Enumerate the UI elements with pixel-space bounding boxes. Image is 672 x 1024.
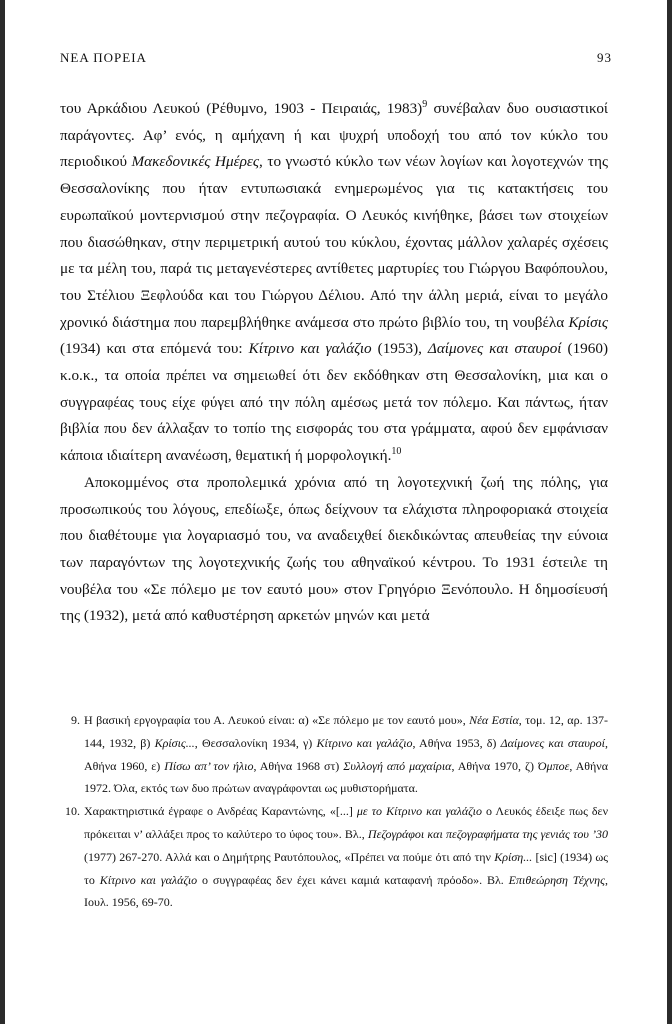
footnote xyxy=(60,800,608,914)
text-run: , Θεσσαλονίκη 1934, γ) xyxy=(194,735,317,750)
text-run: Αποκομμένος στα προπολεμικά χρόνια από τη λογοτεχνική ζωή της πόλης, για προσωπικούς του λόγους, επεδίωξε, όπως δείχνουν τα ελάχιστα πληροφοριακά στοιχεία που διαθέτουμε για λογαριασμό του, να αναδειχθεί διεκδικώντας απευθείας την εύνοια των παραγόντων της λογοτεχνικής ζωής του αθηναϊκού κέντρου. Το 1931 έστειλε τη νουβέλα του «Σε πόλεμο με τον εαυτό μου» στον Γρηγόριο Ξενόπουλο. Η δημοσίευσή της (1932), μετά από καθυστέρηση αρκετών μηνών και μετά xyxy=(60,473,608,625)
footnote-ref: 9 xyxy=(422,98,428,110)
journal-title: ΝΕΑ ΠΟΡΕΙΑ xyxy=(60,50,147,65)
text-run: Η βασική εργογραφία του Α. Λευκού είναι: α) «Σε πόλεμο με τον εαυτό μου», xyxy=(84,713,470,727)
text-run: ο Λευκός έδειξε πως δεν πρόκειται ν’ αλλάξει προς το καλύτερο το ύφος του». Βλ., xyxy=(84,804,608,841)
italic-title: Κίτρινο και γαλάζιο xyxy=(316,735,413,750)
italic-title: Κρίσις... xyxy=(154,735,195,750)
text-run: Χαρακτηριστικά έγραφε ο Ανδρέας Καραντώνης, «[...] xyxy=(84,804,357,819)
text-run: , Αθήνα 1972. Όλα, εκτός των δυο πρώτων αναγράφονται ως μυθιστορήματα. xyxy=(84,758,608,796)
italic-title: Κρίση... xyxy=(494,849,533,864)
italic-title: Όμποε xyxy=(537,758,570,773)
text-run: [sic] (1934) ως το xyxy=(84,849,609,887)
italic-title: με το Κίτρινο και γαλάζιο xyxy=(356,804,482,819)
page-number: 93 xyxy=(597,50,612,65)
italic-title: Συλλογή από μαχαίρια xyxy=(343,758,452,773)
italic-title: Πίσω απ’ τον ήλιο xyxy=(164,758,254,773)
text-run: (1934) και στα επόμενά του: xyxy=(60,340,249,358)
italic-title: Πεζογράφοι και πεζογραφήματα της γενιάς του ’30 xyxy=(367,826,608,841)
scan-edge-left xyxy=(0,0,5,1024)
footnote-text xyxy=(84,709,608,800)
italic-title: Επιθεώρηση Τέχνης xyxy=(508,872,606,887)
running-header xyxy=(60,50,612,66)
paragraph xyxy=(60,470,608,630)
italic-title: Νέα Εστία xyxy=(469,713,519,727)
text-run: , Αθήνα 1970, ζ) xyxy=(451,758,538,773)
paragraph xyxy=(60,96,608,470)
text-run: , το γνωστό κύκλο των νέων λογίων και λογοτεχνών της Θεσσαλονίκης που ήταν εντυπωσιακά ενημερωμένος για τις κατακτήσεις του ευρωπαϊκού μοντερνισμού στην πεζογραφία. Ο Λευκός κινήθηκε, βάσει των στοιχείων που διασώθηκαν, στην περιμετρική αυτού του κύκλου, έχοντας μάλλον χαλαρές σχέσεις με τα μέλη του, παρά τις μεταγενέστερες αντίθετες μαρτυρίες του Γιώργου Βαφόπουλου, του Στέλιου Ξεφλούδα και του Γιώργου Δέλιου. Από την άλλη μεριά, είναι το μεγάλο χρονικό διάστημα που παρεμβλήθηκε ανάμεσα στο πρώτο βιβλίο του, τη νουβέλα xyxy=(60,153,608,331)
text-run: , Ιουλ. 1956, 69-70. xyxy=(84,872,609,910)
italic-title: Μακεδονικές Ημέρες xyxy=(131,153,260,171)
italic-title: Κίτρινο και γαλάζιο xyxy=(99,872,198,887)
text-run: , Αθήνα 1968 στ) xyxy=(253,758,344,773)
italic-title: Κρίσις xyxy=(568,313,608,331)
footnote-number: 10. xyxy=(65,804,80,819)
footnote-text xyxy=(84,800,608,914)
italic-title: Δαίμονες και σταυροί xyxy=(427,340,562,358)
footnote-ref: 10 xyxy=(391,446,402,458)
scan-edge-right xyxy=(667,0,672,1024)
footnote xyxy=(60,709,608,800)
text-run: (1953), xyxy=(371,340,428,358)
footnote-number: 9. xyxy=(71,713,80,727)
text-run: (1960) κ.ο.κ., τα οποία πρέπει να σημειωθεί ότι δεν εκδόθηκαν στη Θεσσαλονίκη, μια και ο συγγραφέας τους είχε φύγει από την πόλη αμέσως μετά τον πόλεμο. Και πάντως, ήταν βιβλία που δεν άλλαξαν το τοπίο της εισφοράς του στα γράμματα, αφού δεν εμφάνισαν κάποια ιδιαίτερη ανανέωση, θεματική ή μορφολογική. xyxy=(60,340,608,465)
text-run: του Αρκάδιου Λευκού (Ρέθυμνο, 1903 - Πειραιάς, 1983) xyxy=(60,100,423,117)
text-run: συνέβαλαν δυο ουσιαστικοί παράγοντες. Αφ’ ενός, η αμήχανη ή και ψυχρή υποδοχή του από τον κύκλο του περιοδικού xyxy=(60,100,608,171)
footnotes xyxy=(60,709,608,914)
text-run: (1977) 267-270. Αλλά και ο Δημήτρης Ραυτόπουλος, «Πρέπει να πούμε ότι από την xyxy=(84,849,495,864)
text-run: , Αθήνα 1953, δ) xyxy=(412,735,501,750)
italic-title: Κίτρινο και γαλάζιο xyxy=(248,340,372,358)
text-run: , τομ. 12, αρ. 137-144, 1932, β) xyxy=(84,713,608,750)
text-run: , Αθήνα 1960, ε) xyxy=(84,735,609,773)
italic-title: Δαίμονες και σταυροί xyxy=(500,735,606,750)
main-text xyxy=(60,96,608,630)
text-run: ο συγγραφέας δεν έχει κάνει καμιά καταφανή πρόοδο». Βλ. xyxy=(197,872,509,887)
